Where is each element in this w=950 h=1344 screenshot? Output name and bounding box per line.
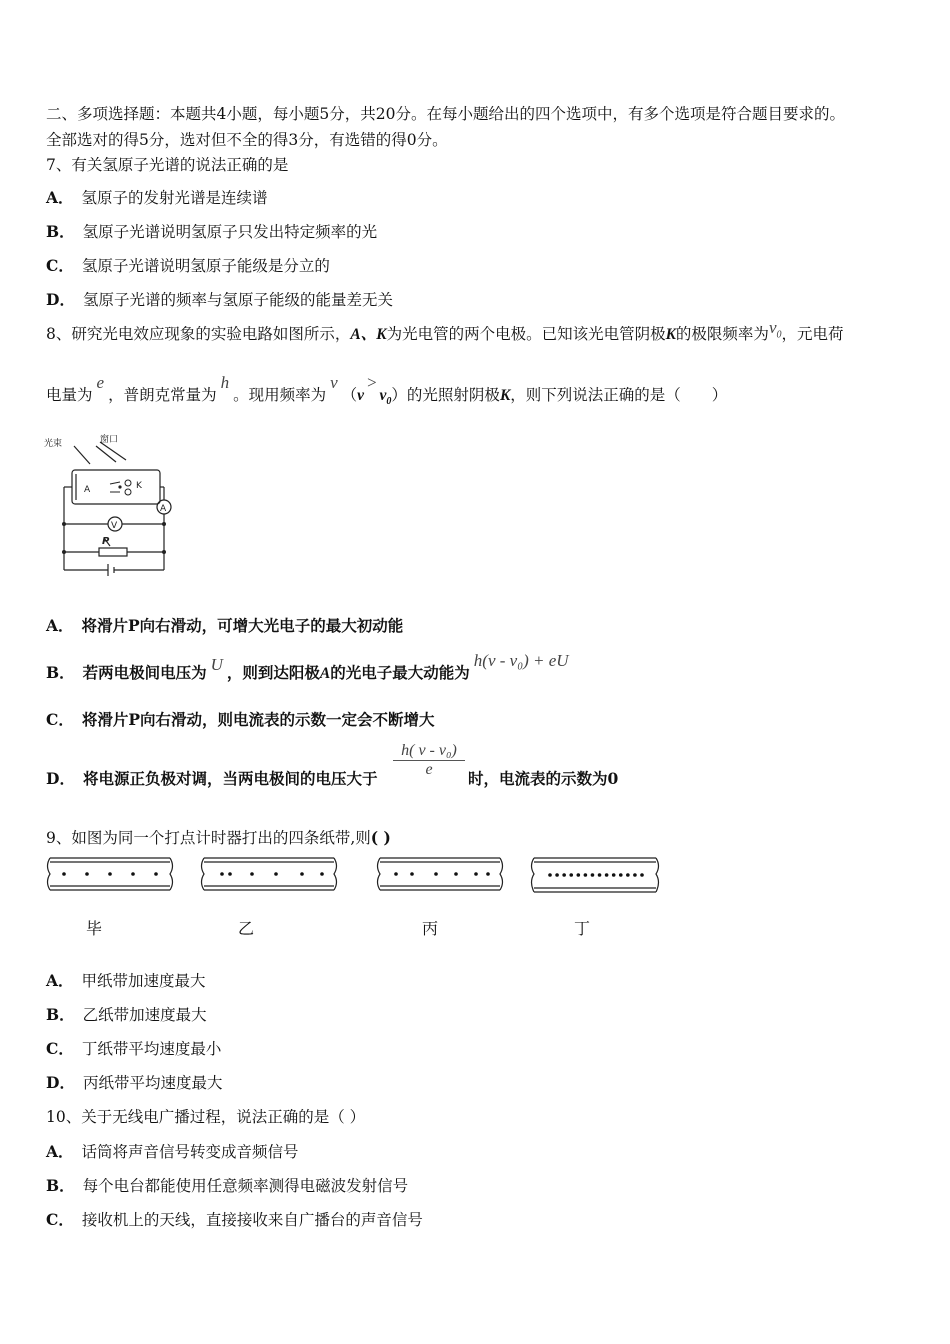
tape-dot [562,873,566,877]
q9-option-a: A． 甲纸带加速度最大 [46,971,206,990]
q8-option-d-tail: 时，电流表的示数为0 [468,769,619,788]
tape-dot [640,873,644,877]
label-slider: P [102,536,110,547]
q8-option-c: C． 将滑片P向右滑动，则电流表的示数一定会不断增大 [46,710,435,729]
tape-dot [584,873,588,877]
tape-dot [220,872,224,876]
q9-option-c: C． 丁纸带平均速度最小 [46,1039,222,1058]
q9-stem: 9、如图为同一个打点计时器打出的四条纸带,则( ) [46,828,391,847]
tape-label-3: 丙 [422,919,439,938]
tape-dot [626,873,630,877]
q10-stem: 10、关于无线电广播过程，说法正确的是（ ） [46,1108,366,1126]
tape-dot [619,873,623,877]
tape-dot [250,872,254,876]
tape-dot [569,873,573,877]
q7-option-a: A． 氢原子的发射光谱是连续谱 [46,188,268,207]
q8-option-b: B． 若两电极间电压为 U ，则到达阳极A的光电子最大动能为h(ν - ν₀) + eU [46,651,569,682]
tape-dot [548,873,552,877]
tape-dot [320,872,324,876]
q10-option-c: C． 接收机上的天线，直接接收来自广播台的声音信号 [46,1210,423,1229]
tape-label-2: 乙 [238,919,255,938]
tape-dot [555,873,559,877]
q7-option-d: D． 氢原子光谱的频率与氢原子能级的能量差无关 [46,290,393,309]
tape-dot [228,872,232,876]
tape-dot [394,872,398,876]
q7-option-c: C． 氢原子光谱说明氢原子能级是分立的 [46,256,330,275]
q7-stem: 7、有关氢原子光谱的说法正确的是 [46,156,289,174]
tape-dot [410,872,414,876]
tape-dot [434,872,438,876]
tape-dot [131,872,135,876]
q10-option-b: B． 每个电台都能使用任意频率测得电磁波发射信号 [46,1176,409,1195]
q8-stem-line1: 8、研究光电效应现象的实验电路如图所示，A、K为光电管的两个电极。已知该光电管阴极K的极限频率为$\nu_0$，元电荷 [46,318,844,343]
label-window: 窗口 [100,435,119,445]
tape-dot [633,873,637,877]
tape-dot [605,873,609,877]
label-anode: A [84,485,91,495]
q7-option-b: B． 氢原子光谱说明氢原子只发出特定频率的光 [46,222,378,241]
tape-dot [598,873,602,877]
label-cathode: K [136,481,142,491]
tape-dot [85,872,89,876]
tape-dot [577,873,581,877]
tape-dot [591,873,595,877]
q8-option-d: D． 将电源正负极对调，当两电极间的电压大于 [46,769,378,788]
q10-option-a: A． 话筒将声音信号转变成音频信号 [46,1142,299,1161]
photoelectric-circuit-figure [44,432,184,582]
q8-option-d-fraction: $\frac{\text{h( ν - ν₀)}}{e}$ [393,742,465,779]
section-header-line1: 二、多项选择题：本题共4小题，每小题5分，共20分。在每小题给出的四个选项中，有多个选项是符合题目要求的。 [46,105,845,123]
tape-dot [454,872,458,876]
paper-tapes-figure [44,854,684,904]
q8-stem-line2: 电量为e，普朗克常量为h。现用频率为$\nu(\nu>\nu_0)$的光照射阴极K，则下列说法正确的是（ ） [46,373,728,408]
tape-dot [274,872,278,876]
tape-dot [108,872,112,876]
label-ammeter: A [160,504,167,514]
q9-option-b: B． 乙纸带加速度最大 [46,1005,207,1024]
tape-dot [154,872,158,876]
tape-dot [486,872,490,876]
tape-label-1: 毕 [86,919,103,938]
tape-dot [612,873,616,877]
tape-dot [300,872,304,876]
label-beam: 光束 [44,439,63,449]
q8-option-a: A． 将滑片P向右滑动，可增大光电子的最大初动能 [46,616,404,635]
tape-label-4: 丁 [574,919,591,938]
q9-option-d: D． 丙纸带平均速度最大 [46,1073,223,1092]
section-header-line2: 全部选对的得5分，选对但不全的得3分，有选错的得0分。 [46,131,448,149]
tape-dot [474,872,478,876]
tape-dot [62,872,66,876]
label-voltmeter: V [111,521,118,531]
